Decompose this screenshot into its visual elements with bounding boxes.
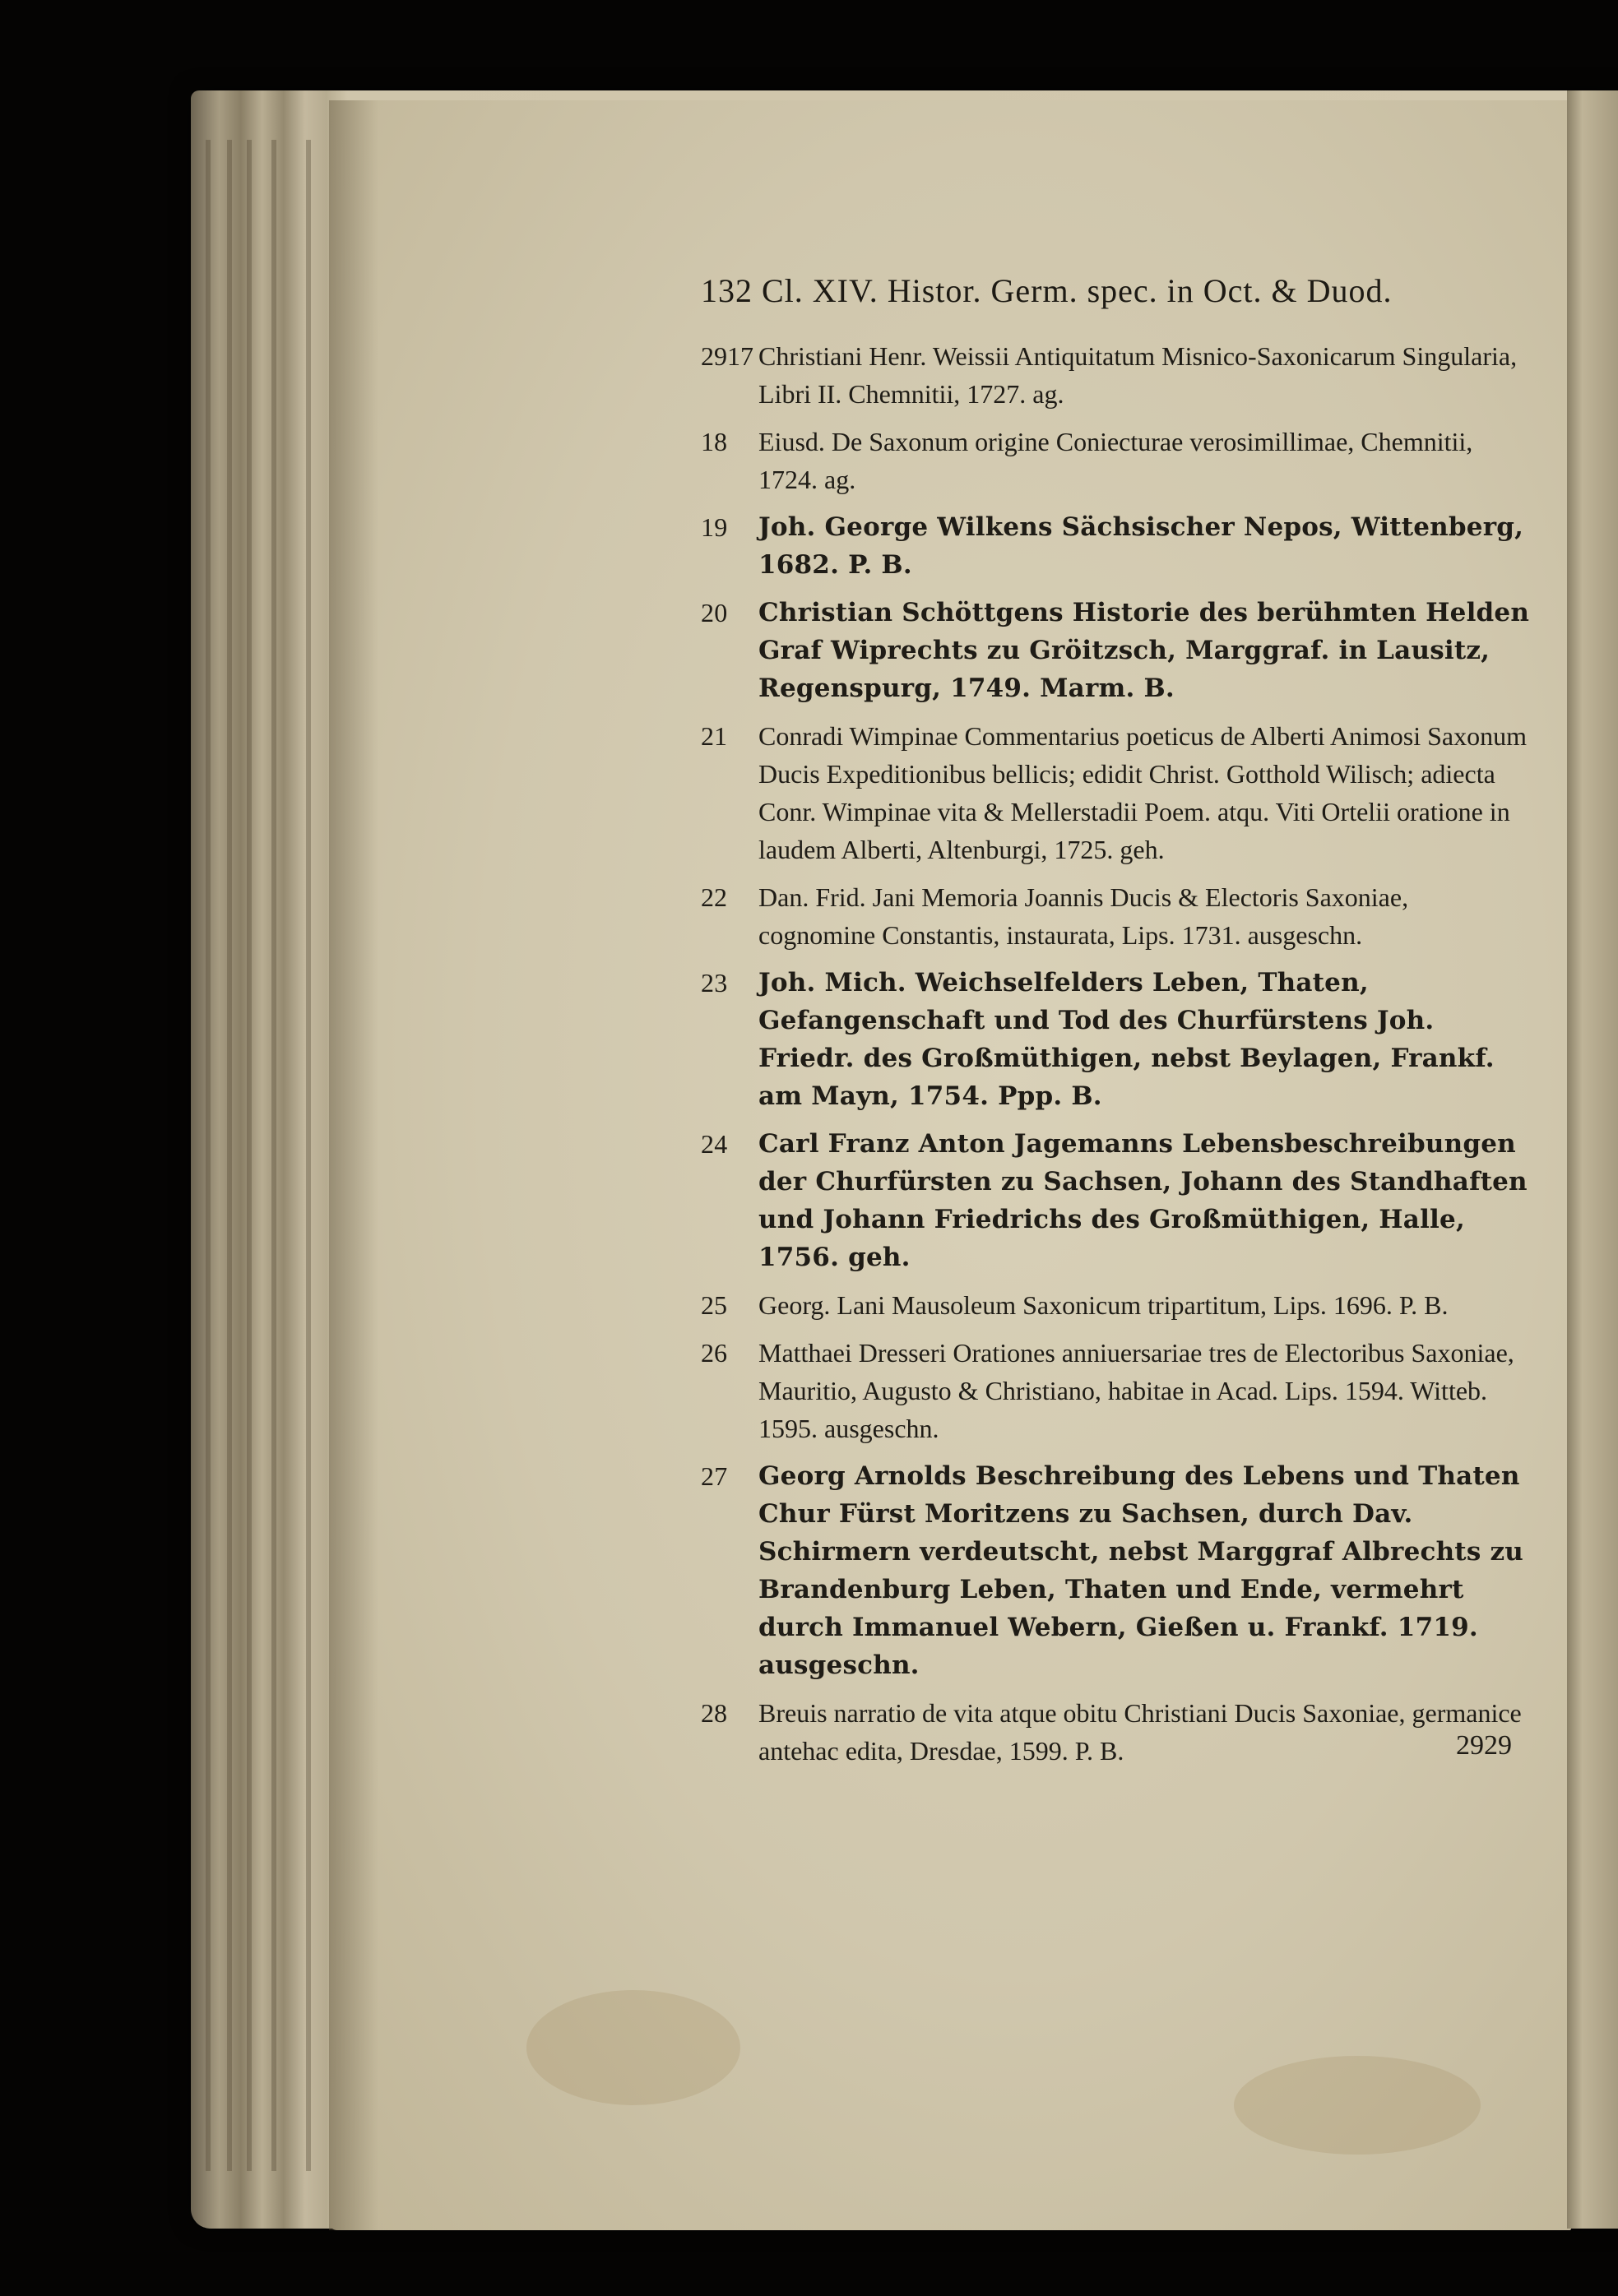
entry-text: Christian Schöttgens Historie des berühmten Helden Graf Wiprechts zu Gröitzsch, Marggraf. in Lausitz, Regenspurg, 1749. Marm. B.: [758, 598, 1530, 703]
right-page-edge: [1567, 90, 1618, 2229]
entry-text: Christiani Henr. Weissii Antiquitatum Misnico-Saxonicarum Singularia, Libri II. Chemnitii, 1727. ag.: [758, 341, 1518, 409]
catalog-entry: [701, 508, 1532, 584]
entry-text: Matthaei Dresseri Orationes anniuersariae tres de Electoribus Saxoniae, Mauritio, Augusto & Christiano, habitae in Acad. Lips. 1594. Witteb. 1595. ausgeschn.: [758, 1338, 1514, 1443]
entry-number: 19: [701, 512, 728, 542]
page-edge-line: [206, 140, 211, 2171]
entry-text: Georg Arnolds Beschreibung des Lebens und Thaten Chur Fürst Moritzens zu Sachsen, durch Dav. Schirmern verdeutscht, nebst Marggraf Albrechts zu Brandenburg Leben, Thaten und Ende, vermehrt durch Immanuel Webern, Gießen u. Frankf. 1719. ausgeschn.: [758, 1461, 1524, 1680]
catalog-entry: [701, 1334, 1532, 1447]
page-edge-line: [306, 140, 311, 2171]
entry-text: Joh. George Wilkens Sächsischer Nepos, Wittenberg, 1682. P. B.: [758, 512, 1524, 580]
entry-text: Joh. Mich. Weichselfelders Leben, Thaten, Gefangenschaft und Tod des Churfürstens Joh. Friedr. des Großmüthigen, nebst Beylagen, Frankf. am Mayn, 1754. Ppp. B.: [758, 968, 1495, 1111]
catalog-entries: [701, 337, 1532, 1780]
entry-text: Eiusd. De Saxonum origine Coniecturae verosimillimae, Chemnitii, 1724. ag.: [758, 427, 1473, 494]
page-edge-line: [227, 140, 232, 2171]
entry-text: Dan. Frid. Jani Memoria Joannis Ducis & Electoris Saxoniae, cognomine Constantis, instaurata, Lips. 1731. ausgeschn.: [758, 882, 1409, 950]
catalog-entry: [701, 423, 1532, 498]
entry-text: Carl Franz Anton Jagemanns Lebensbeschreibungen der Churfürsten zu Sachsen, Johann des Standhaften und Johann Friedrichs des Großmüthigen, Halle, 1756. geh.: [758, 1129, 1528, 1272]
paper-stain: [526, 1990, 740, 2105]
entry-number: 26: [701, 1338, 727, 1368]
page-header: 132 Cl. XIV. Histor. Germ. spec. in Oct. & Duod.: [701, 272, 1393, 309]
entry-text: Georg. Lani Mausoleum Saxonicum tripartitum, Lips. 1696. P. B.: [758, 1290, 1449, 1320]
entry-text: Breuis narratio de vita atque obitu Christiani Ducis Saxoniae, germanice antehac edita, Dresdae, 1599. P. B.: [758, 1698, 1522, 1766]
entry-number: 25: [701, 1290, 727, 1320]
page-edge-line: [247, 140, 252, 2171]
catalog-entry: [701, 1694, 1532, 1770]
entry-number: 27: [701, 1461, 728, 1491]
catalog-entry: [701, 964, 1532, 1115]
entry-number: 2917: [701, 341, 753, 371]
entry-number: 20: [701, 598, 728, 627]
entry-number: 23: [701, 968, 728, 998]
entry-text: Conradi Wimpinae Commentarius poeticus de Alberti Animosi Saxonum Ducis Expeditionibus bellicis; edidit Christ. Gotthold Wilisch; adiecta Conr. Wimpinae vita & Mellerstadii Poem. atqu. Viti Ortelii oratione in laudem Alberti, Altenburgi, 1725. geh.: [758, 721, 1528, 864]
gutter-shadow: [329, 100, 378, 2230]
entry-number: 21: [701, 721, 727, 751]
catalog-entry: [701, 337, 1532, 413]
entry-number: 22: [701, 882, 727, 912]
entry-number: 24: [701, 1129, 728, 1159]
catalog-entry: [701, 717, 1532, 868]
page-edge-line: [271, 140, 276, 2171]
catalog-entry: [701, 1286, 1532, 1324]
entry-number: 18: [701, 427, 727, 456]
catchword: 2929: [1456, 1730, 1512, 1761]
catalog-entry: [701, 878, 1532, 954]
catalog-entry: [701, 1457, 1532, 1684]
catalog-entry: [701, 594, 1532, 707]
catalog-entry: [701, 1125, 1532, 1276]
paper-stain: [1234, 2056, 1481, 2155]
entry-number: 28: [701, 1698, 727, 1728]
